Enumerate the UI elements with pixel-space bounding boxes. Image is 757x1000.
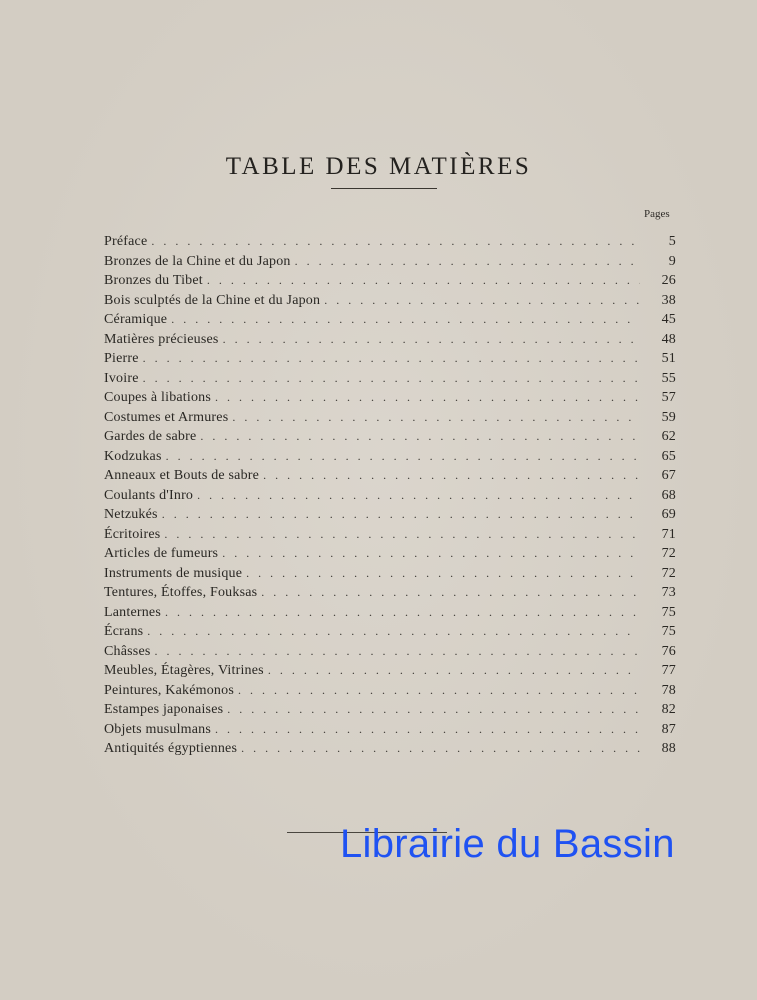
toc-entry-page: 59 bbox=[661, 409, 676, 425]
toc-dot-leader bbox=[151, 232, 640, 252]
toc-entry-page: 57 bbox=[661, 390, 676, 405]
toc-entry bbox=[104, 700, 676, 720]
toc-entry-page: 26 bbox=[661, 273, 676, 288]
pages-column-header: Pages bbox=[644, 208, 670, 220]
toc-entry-label: Estampes japonaises bbox=[104, 702, 224, 717]
toc-entry-label: Bois sculptés de la Chine et du Japon bbox=[104, 292, 321, 308]
toc-entry-page: 87 bbox=[661, 721, 676, 737]
toc-entry-page: 76 bbox=[661, 643, 676, 659]
toc-entry-label: Céramique bbox=[104, 312, 168, 327]
toc-dot-leader bbox=[166, 447, 640, 467]
toc-entry-page: 67 bbox=[661, 468, 676, 483]
toc-dot-leader bbox=[200, 427, 640, 447]
toc-entry bbox=[104, 349, 676, 369]
toc-entry bbox=[104, 681, 676, 701]
toc-entry-page: 5 bbox=[668, 234, 676, 249]
toc-entry-page: 88 bbox=[661, 741, 676, 756]
toc-entry bbox=[104, 388, 676, 408]
toc-dot-leader bbox=[165, 603, 640, 623]
toc-entry-label: Tentures, Étoffes, Fouksas bbox=[104, 585, 258, 600]
toc-entry bbox=[104, 525, 676, 545]
toc-entry-page: 45 bbox=[661, 312, 676, 327]
toc-entry-page: 65 bbox=[661, 448, 676, 464]
toc-entry-label: Anneaux et Bouts de sabre bbox=[104, 468, 260, 483]
toc-entry bbox=[104, 642, 676, 662]
toc-entry-page: 78 bbox=[661, 682, 676, 698]
toc-entry-page: 73 bbox=[661, 585, 676, 600]
toc-entry-label: Matières précieuses bbox=[104, 331, 219, 347]
toc-entry-page: 69 bbox=[661, 507, 676, 522]
toc-entry bbox=[104, 271, 676, 291]
toc-entry-label: Antiquités égyptiennes bbox=[104, 741, 238, 756]
toc-dot-leader bbox=[227, 700, 640, 720]
toc-dot-leader bbox=[197, 486, 640, 506]
toc-entry-label: Coupes à libations bbox=[104, 390, 212, 405]
toc-entry-label: Châsses bbox=[104, 643, 151, 659]
toc-dot-leader bbox=[164, 525, 640, 545]
toc-entry bbox=[104, 486, 676, 506]
toc-dot-leader bbox=[147, 622, 640, 642]
toc-dot-leader bbox=[268, 661, 640, 681]
toc-dot-leader bbox=[155, 642, 640, 662]
toc-dot-leader bbox=[241, 739, 640, 759]
toc-dot-leader bbox=[261, 583, 640, 603]
toc-dot-leader bbox=[143, 349, 640, 369]
toc-entry-page: 38 bbox=[661, 292, 676, 308]
toc-entry bbox=[104, 505, 676, 525]
toc-entry-page: 48 bbox=[661, 331, 676, 347]
toc-entry bbox=[104, 564, 676, 584]
toc-entry bbox=[104, 408, 676, 428]
toc-entry-label: Écritoires bbox=[104, 526, 161, 542]
toc-entry-page: 82 bbox=[661, 702, 676, 717]
toc-dot-leader bbox=[222, 544, 640, 564]
toc-entry bbox=[104, 544, 676, 564]
toc-dot-leader bbox=[232, 408, 640, 428]
toc-entry-label: Netzukés bbox=[104, 507, 158, 522]
toc-dot-leader bbox=[223, 330, 640, 350]
toc-entry-label: Pierre bbox=[104, 351, 139, 366]
toc-entry-label: Instruments de musique bbox=[104, 565, 243, 581]
toc-entry-label: Lanternes bbox=[104, 604, 161, 620]
toc-entry bbox=[104, 369, 676, 389]
toc-entry-label: Objets musulmans bbox=[104, 721, 212, 737]
toc-entry-label: Écrans bbox=[104, 624, 144, 639]
toc-entry bbox=[104, 232, 676, 252]
toc-entry bbox=[104, 603, 676, 623]
toc-entry bbox=[104, 427, 676, 447]
toc-entry-page: 72 bbox=[661, 565, 676, 581]
toc-entry bbox=[104, 447, 676, 467]
toc-dot-leader bbox=[324, 291, 640, 311]
toc-entry-page: 75 bbox=[661, 604, 676, 620]
toc-entry-page: 68 bbox=[661, 487, 676, 503]
toc-entry-label: Coulants d'Inro bbox=[104, 487, 194, 503]
toc-entry bbox=[104, 291, 676, 311]
page-title: TABLE DES MATIÈRES bbox=[225, 152, 532, 180]
toc-entry bbox=[104, 661, 676, 681]
toc-entry-page: 55 bbox=[661, 370, 676, 386]
toc-entry bbox=[104, 252, 676, 272]
toc-entry-label: Bronzes de la Chine et du Japon bbox=[104, 253, 291, 269]
toc-dot-leader bbox=[295, 252, 640, 272]
toc-entry-page: 75 bbox=[661, 624, 676, 639]
toc-entry-page: 9 bbox=[668, 253, 676, 269]
toc-entry-page: 51 bbox=[661, 351, 676, 366]
toc-entry-label: Articles de fumeurs bbox=[104, 546, 219, 561]
title-divider bbox=[331, 188, 437, 189]
toc-entry-page: 71 bbox=[661, 526, 676, 542]
toc-entry-label: Peintures, Kakémonos bbox=[104, 682, 234, 698]
toc-entry bbox=[104, 310, 676, 330]
toc-entry bbox=[104, 739, 676, 759]
toc-dot-leader bbox=[215, 720, 640, 740]
toc-entry-label: Gardes de sabre bbox=[104, 429, 197, 444]
toc-entry-label: Ivoire bbox=[104, 370, 139, 386]
toc-dot-leader bbox=[246, 564, 640, 584]
toc-dot-leader bbox=[171, 310, 640, 330]
toc-entry bbox=[104, 330, 676, 350]
toc-dot-leader bbox=[238, 681, 640, 701]
toc-entry-page: 62 bbox=[661, 429, 676, 444]
toc-entry bbox=[104, 720, 676, 740]
toc-dot-leader bbox=[143, 369, 640, 389]
toc-entry bbox=[104, 622, 676, 642]
table-of-contents bbox=[104, 232, 676, 759]
toc-entry-label: Bronzes du Tibet bbox=[104, 273, 203, 288]
toc-dot-leader bbox=[263, 466, 640, 486]
toc-entry-label: Meubles, Étagères, Vitrines bbox=[104, 663, 264, 678]
toc-entry-page: 77 bbox=[661, 663, 676, 678]
toc-dot-leader bbox=[162, 505, 640, 525]
toc-dot-leader bbox=[207, 271, 640, 291]
toc-entry-page: 72 bbox=[661, 546, 676, 561]
toc-dot-leader bbox=[215, 388, 640, 408]
toc-entry bbox=[104, 583, 676, 603]
toc-entry bbox=[104, 466, 676, 486]
toc-entry-label: Kodzukas bbox=[104, 448, 162, 464]
toc-entry-label: Costumes et Armures bbox=[104, 409, 229, 425]
toc-entry-label: Préface bbox=[104, 234, 148, 249]
watermark-text: Librairie du Bassin bbox=[340, 822, 675, 866]
